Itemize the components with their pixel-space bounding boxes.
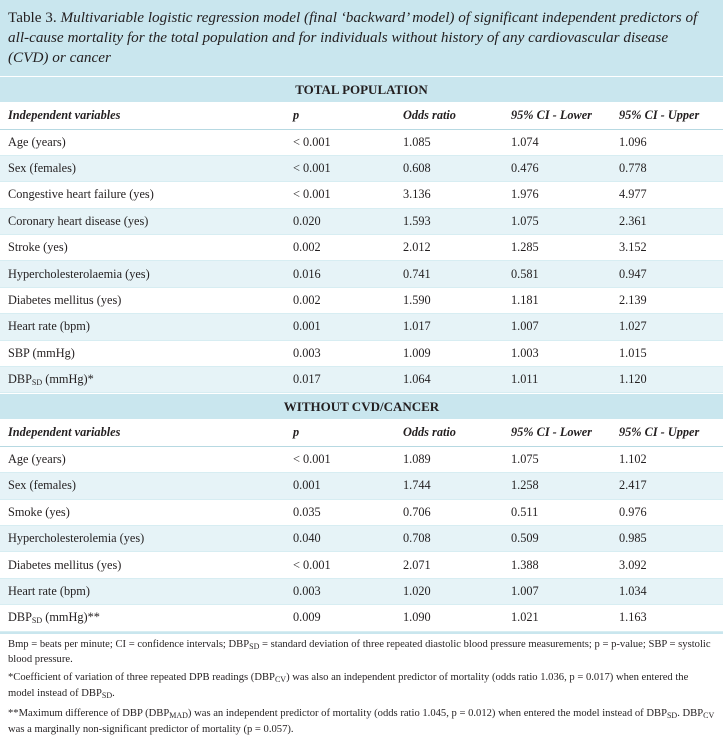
table-row bbox=[0, 129, 723, 155]
table-cell: Sex (females) bbox=[0, 473, 285, 499]
table-cell: Hypercholesterolemia (yes) bbox=[0, 526, 285, 552]
table-row bbox=[0, 314, 723, 340]
table-cell: 0.002 bbox=[285, 287, 395, 313]
table-cell: 3.136 bbox=[395, 182, 503, 208]
table-cell: $DBP_{SD}$ (mmHg)* bbox=[0, 367, 285, 393]
table-cell: < 0.001 bbox=[285, 446, 395, 472]
table-row bbox=[0, 578, 723, 604]
table-cell: 1.007 bbox=[503, 314, 611, 340]
column-header: p bbox=[285, 419, 395, 446]
column-header: Independent variables bbox=[0, 102, 285, 129]
table-row bbox=[0, 552, 723, 578]
table-cell: 1.021 bbox=[503, 605, 611, 631]
table-cell: 1.011 bbox=[503, 367, 611, 393]
table-cell: SBP (mmHg) bbox=[0, 340, 285, 366]
table-cell: 0.040 bbox=[285, 526, 395, 552]
table-cell: Heart rate (bpm) bbox=[0, 314, 285, 340]
table-cell: 1.034 bbox=[611, 578, 723, 604]
table-cell: 0.511 bbox=[503, 499, 611, 525]
table-cell: Sex (females) bbox=[0, 155, 285, 181]
table-cell: < 0.001 bbox=[285, 155, 395, 181]
table-cell: 0.001 bbox=[285, 473, 395, 499]
table-cell: Diabetes mellitus (yes) bbox=[0, 287, 285, 313]
table-cell: 0.003 bbox=[285, 340, 395, 366]
table-cell: 1.181 bbox=[503, 287, 611, 313]
table-cell: 0.581 bbox=[503, 261, 611, 287]
table-row bbox=[0, 499, 723, 525]
footnote: **Maximum difference of DBP $(DBP_{MAD})$ was an independent predictor of mortality (odds ratio 1.045, p = 0.012) when entered the model instead of $DBP_{SD}$. $DBP_{CV}$ was a marginally non-significant predictor of mortality (p = 0.057). bbox=[8, 708, 715, 735]
table-cell: 1.085 bbox=[395, 129, 503, 155]
table-cell: 1.590 bbox=[395, 287, 503, 313]
table-cell: 0.016 bbox=[285, 261, 395, 287]
table-cell: Age (years) bbox=[0, 446, 285, 472]
table-cell: 1.003 bbox=[503, 340, 611, 366]
column-header: 95% CI - Upper bbox=[611, 102, 723, 129]
section-header: WITHOUT CVD/CANCER bbox=[0, 393, 723, 419]
table-cell: 0.020 bbox=[285, 208, 395, 234]
caption-text: Multivariable logistic regression model (final ‘backward’ model) of significant independent predictors of all-cause mortality for the total population and for individuals without history of any cardiovascular disease (CVD) or cancer bbox=[8, 9, 698, 66]
table-cell: 0.778 bbox=[611, 155, 723, 181]
table-row bbox=[0, 367, 723, 393]
table-cell: Heart rate (bpm) bbox=[0, 578, 285, 604]
table-cell: Stroke (yes) bbox=[0, 235, 285, 261]
table-cell: 1.744 bbox=[395, 473, 503, 499]
table-cell: 2.361 bbox=[611, 208, 723, 234]
table-row bbox=[0, 473, 723, 499]
table-row bbox=[0, 208, 723, 234]
table-cell: 1.075 bbox=[503, 446, 611, 472]
table-cell: 2.071 bbox=[395, 552, 503, 578]
table-row bbox=[0, 182, 723, 208]
table-cell: 0.985 bbox=[611, 526, 723, 552]
table-cell: 0.476 bbox=[503, 155, 611, 181]
table-cell: < 0.001 bbox=[285, 552, 395, 578]
column-header: p bbox=[285, 102, 395, 129]
table-cell: $DBP_{SD}$ (mmHg)** bbox=[0, 605, 285, 631]
table-cell: 2.417 bbox=[611, 473, 723, 499]
table-row bbox=[0, 446, 723, 472]
table-cell: 0.947 bbox=[611, 261, 723, 287]
table-cell: 1.020 bbox=[395, 578, 503, 604]
table-cell: 0.017 bbox=[285, 367, 395, 393]
table-cell: 0.003 bbox=[285, 578, 395, 604]
column-header: Odds ratio bbox=[395, 419, 503, 446]
data-table bbox=[0, 419, 723, 631]
table-cell: 1.075 bbox=[503, 208, 611, 234]
table-cell: 0.509 bbox=[503, 526, 611, 552]
table-cell: 1.009 bbox=[395, 340, 503, 366]
table-cell: 1.027 bbox=[611, 314, 723, 340]
table-cell: 0.976 bbox=[611, 499, 723, 525]
column-header: Independent variables bbox=[0, 419, 285, 446]
header-row bbox=[0, 102, 723, 129]
table-cell: 1.074 bbox=[503, 129, 611, 155]
table-cell: 0.002 bbox=[285, 235, 395, 261]
table-cell: 1.090 bbox=[395, 605, 503, 631]
table-row bbox=[0, 287, 723, 313]
table-cell: < 0.001 bbox=[285, 182, 395, 208]
table-cell: 1.388 bbox=[503, 552, 611, 578]
footnote: *Coefficient of variation of three repeated DPB readings $(DBP_{CV})$ was also an independent predictor of mortality (odds ratio 1.036, p = 0.017) when entered the model instead of $DBP_{SD}$. bbox=[8, 672, 689, 700]
footnote: Bmp = beats per minute; CI = confidence intervals; $DBP_{SD}$ = standard deviation of three repeated diastolic blood pressure measurements; p = p-value; SBP = systolic blood pressure. bbox=[8, 638, 711, 666]
table-row bbox=[0, 261, 723, 287]
table-cell: 1.089 bbox=[395, 446, 503, 472]
table-cell: Smoke (yes) bbox=[0, 499, 285, 525]
table-cell: Diabetes mellitus (yes) bbox=[0, 552, 285, 578]
table-cell: 1.163 bbox=[611, 605, 723, 631]
table-cell: 1.007 bbox=[503, 578, 611, 604]
table-cell: 1.064 bbox=[395, 367, 503, 393]
table-cell: 0.708 bbox=[395, 526, 503, 552]
table-cell: < 0.001 bbox=[285, 129, 395, 155]
table-cell: Coronary heart disease (yes) bbox=[0, 208, 285, 234]
table-cell: 1.285 bbox=[503, 235, 611, 261]
column-header: 95% CI - Lower bbox=[503, 419, 611, 446]
table-cell: 0.035 bbox=[285, 499, 395, 525]
table-cell: 4.977 bbox=[611, 182, 723, 208]
column-header: 95% CI - Upper bbox=[611, 419, 723, 446]
table-cell: 3.152 bbox=[611, 235, 723, 261]
table-cell: 0.001 bbox=[285, 314, 395, 340]
table-cell: 1.120 bbox=[611, 367, 723, 393]
table-cell: Age (years) bbox=[0, 129, 285, 155]
table-cell: 3.092 bbox=[611, 552, 723, 578]
section-header: TOTAL POPULATION bbox=[0, 76, 723, 102]
table-cell: 0.009 bbox=[285, 605, 395, 631]
table-cell: 1.096 bbox=[611, 129, 723, 155]
table-cell: 1.017 bbox=[395, 314, 503, 340]
table-row bbox=[0, 235, 723, 261]
header-row bbox=[0, 419, 723, 446]
table-cell: 1.102 bbox=[611, 446, 723, 472]
footnotes bbox=[0, 634, 723, 736]
table-row bbox=[0, 340, 723, 366]
table-cell: Congestive heart failure (yes) bbox=[0, 182, 285, 208]
table-body bbox=[0, 76, 723, 632]
table-cell: Hypercholesterolaemia (yes) bbox=[0, 261, 285, 287]
table-cell: 1.976 bbox=[503, 182, 611, 208]
column-header: 95% CI - Lower bbox=[503, 102, 611, 129]
caption-label: Table 3. bbox=[8, 9, 57, 26]
table-cell: 0.706 bbox=[395, 499, 503, 525]
table-cell: 1.258 bbox=[503, 473, 611, 499]
data-table bbox=[0, 102, 723, 393]
table-caption bbox=[0, 0, 723, 76]
table-cell: 2.139 bbox=[611, 287, 723, 313]
table-cell: 0.608 bbox=[395, 155, 503, 181]
table-row bbox=[0, 155, 723, 181]
table-row bbox=[0, 526, 723, 552]
table-row bbox=[0, 605, 723, 631]
table-cell: 2.012 bbox=[395, 235, 503, 261]
table-cell: 1.015 bbox=[611, 340, 723, 366]
table-cell: 1.593 bbox=[395, 208, 503, 234]
column-header: Odds ratio bbox=[395, 102, 503, 129]
table-cell: 0.741 bbox=[395, 261, 503, 287]
